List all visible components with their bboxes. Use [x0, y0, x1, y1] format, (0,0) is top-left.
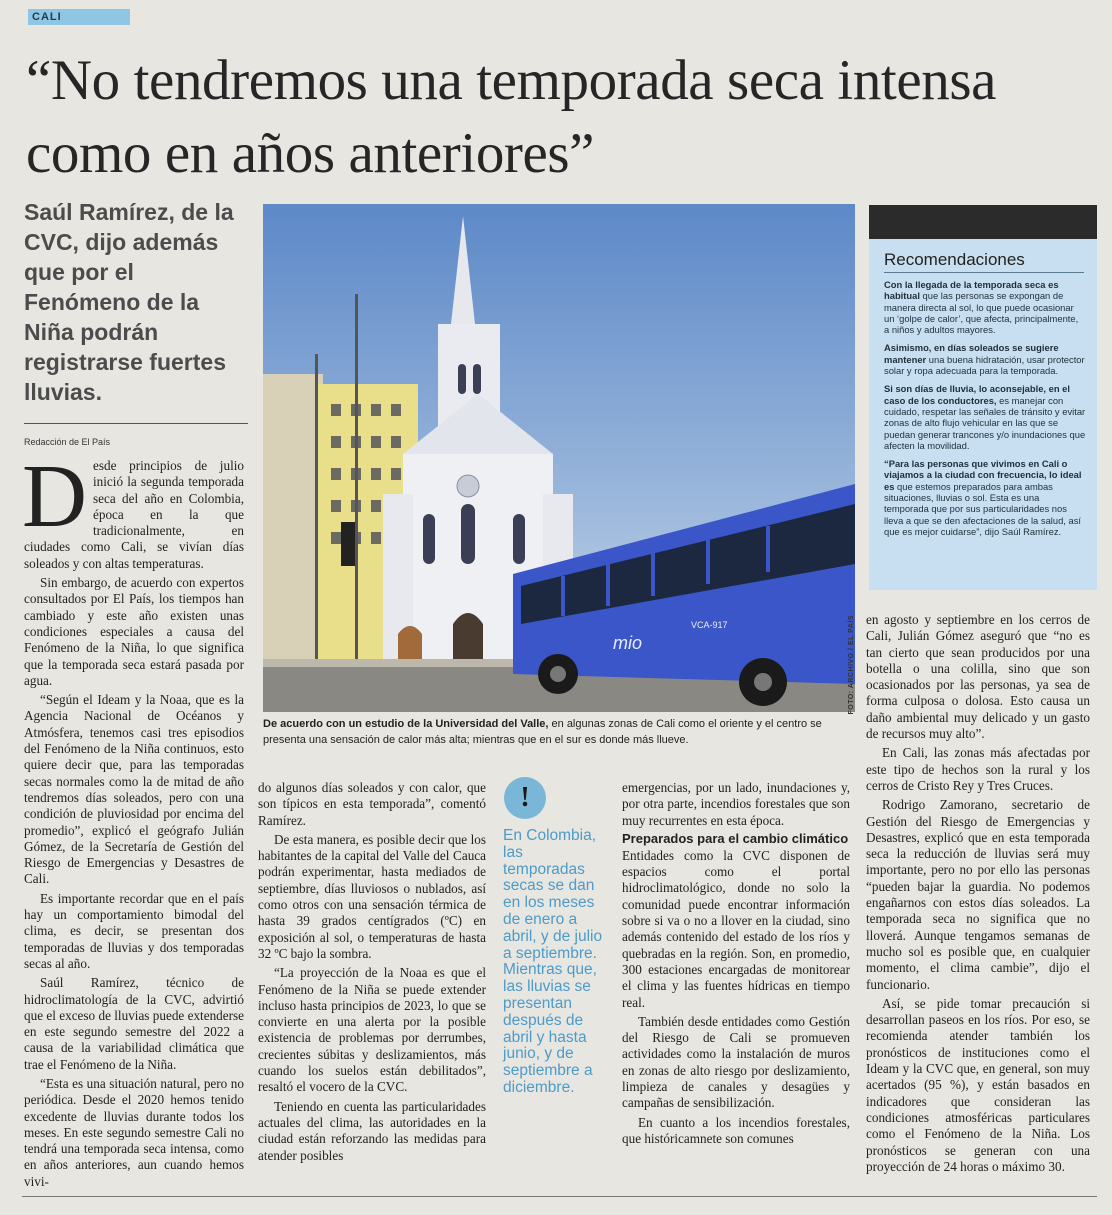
recommendation-item: Si son días de lluvia, lo aconsejable, en el caso de los conductores, es manejar con cuidado, respetar las señales de tránsito y evitar zonas de alto flujo vehicular en las que se puedan generar trancones y/o inundaciones que afecten la movilidad. [884, 383, 1086, 451]
bottom-divider [22, 1196, 1097, 1197]
exclamation-icon: ! [504, 777, 546, 819]
recommendations-divider [884, 272, 1084, 273]
recommendation-item: “Para las personas que vivimos en Cali o viajamos a la ciudad con frecuencia, lo ideal es que estemos preparados para ambas situaciones, lluvias o sol. Esta es una temporada que por sus particularidades nos lleva a que se den afectaciones de la salud, así que es mejor cuidarse”, dijo Saúl Ramírez. [884, 458, 1082, 537]
recommendation-item: Con la llegada de la temporada seca es habitual que las personas se expongan de manera directa al sol, lo que puede ocasionar un ‘golpe de calor’, que afecta, principalmente, a niños y adultos mayores. [884, 279, 1079, 336]
article-column-3 [622, 780, 850, 1147]
paragraph: “Según el Ideam y la Noaa, que es la Agencia Nacional de Océanos y Atmósfera, tenemos casi tres episodios del Fenómeno de la Niña continuos, esto quiere decir que, para las temporadas secas normales como la de mitad de año tendremos días soleados, pero con una condición de pluviosidad por encima del promedio”, explicó el geógrafo Julián Gómez, de la Secretaría de Gestión del Riesgo de Emergencias y Desastres de Cali. [24, 692, 244, 887]
paragraph: En cuanto a los incendios forestales, que históricamnete son comunes [622, 1114, 850, 1146]
drop-cap: D [22, 447, 87, 546]
recommendations-header-bar [869, 205, 1097, 239]
paragraph: Rodrigo Zamorano, secretario de Gestión del Riesgo de Emergencias y Desastres, explicó que en esta temporada seca la reducción de lluvias será muy importante, pero no por ello las personas “pueden bajar la guardia. No podemos engañarnos con estos días soleados. La temporada seca no significa que no lloverá. Aunque tengamos semanas de mucho sol es posible que, en cualquier momento, el clima cambie”, dijo el funcionario. [866, 797, 1090, 992]
paragraph: Entidades como la CVC disponen de espacios como el portal hidroclimatológico, donde no solo la comunidad puede encontrar información sobre si va o no a llover en la ciudad, sino además contenido del estado de los ríos y quebradas en la región. Son, en promedio, 300 estaciones encargadas de monitorear el clima y las fuentes hídricas en tiempo real. [622, 847, 850, 1010]
bus-number: VCA-917 [691, 620, 728, 630]
deck: Saúl Ramírez, de la CVC, dijo además que por el Fenómeno de la Niña podrán registrarse fuertes lluvias. [24, 199, 234, 405]
caption-lead: De acuerdo con un estudio de la Universidad del Valle, [263, 718, 549, 730]
paragraph: Sin embargo, de acuerdo con expertos consultados por El País, los tiempos han cambiado y este año existen unas condiciones especiales a causa del Fenómeno de la Niña, lo que significa que la temporada seca estará pasada por agua. [24, 575, 244, 688]
paragraph: En Cali, las zonas más afectadas por este tipo de hechos son la rural y los cerros de Cristo Rey y Tres Cruces. [866, 745, 1090, 793]
paragraph: esde principios de julio inició la segunda temporada seca del año en Colombia, época en la que tradicionalmente, en ciudades como Cali, se vivían días soleados y con altas temperaturas. [24, 458, 244, 571]
headline: “No tendremos una temporada seca intensa como en años anteriores” [26, 49, 997, 185]
paragraph: Es importante recordar que en el país hay un comportamiento bimodal del clima, es decir, se presentan dos temporadas de lluvias y dos temporadas secas al año. [24, 890, 244, 971]
caption-text: en algunas zonas de Cali como el oriente y el centro se presenta una sensación de calor más alta; mientras que en el sur es donde más llueve. [263, 718, 822, 746]
paragraph: También desde entidades como Gestión del Riesgo de Cali se promueven actividades como la instalación de muros en zonas de alto riesgo por deslizamiento, limpieza de canales y desagües y campañas de sensibilización. [622, 1013, 850, 1111]
byline: Redacción de El País [24, 437, 111, 447]
photo-church-and-bus [263, 204, 855, 712]
paragraph: “La proyección de la Noaa es que el Fenómeno de la Niña se puede extender incluso hasta principios de 2023, lo que se convierte en una alerta por la posible existencia de problemas por derrumbes, crecientes súbitas y deslizamientos, más cuando los suelos están debilitados”, resaltó el vocero de la CVC. [258, 965, 486, 1095]
paragraph: Saúl Ramírez, técnico de hidroclimatología de la CVC, advirtió que el exceso de lluvias puede extenderse en este segundo semestre del 2022 a causa de la variabilidad climática que trae el Fenómeno de la Niña. [24, 975, 244, 1072]
paragraph: emergencias, por un lado, inundaciones y, por otra parte, incendios forestales que son muy recurrentes en esta época. [622, 780, 850, 828]
section-tag: CALI [28, 9, 130, 25]
article-column-4 [866, 612, 1090, 1175]
recommendation-item: Asimismo, en días soleados se sugiere mantener una buena hidratación, usar protector solar y ropa adecuada para la temporada. [884, 342, 1085, 377]
photo-caption [263, 716, 855, 748]
bus-brand: mio [613, 633, 643, 653]
recommendations-list [884, 279, 1086, 544]
paragraph: do algunos días soleados y con calor, que son típicos en esta temporada”, comentó Ramírez. [258, 780, 486, 828]
pull-quote: En Colombia, las temporadas secas se dan en los meses de enero a abril, y de julio a septiembre. Mientras que, las lluvias se presentan después de abril y hasta junio, y de septiembre a diciembre. [503, 827, 603, 1096]
paragraph: Así, se pide tomar precaución si desarrollan paseos en los ríos. Por eso, se recomienda atender también los pronósticos de instituciones como el Ideam y la CVC que, en general, son muy acertados (95 %), y están basados en indicadores que consideran las condiciones atmosféricas particulares como el Fenómeno de la Niña. Los pronósticos se generan con una proyección de 24 horas o máximo 30. [866, 995, 1090, 1174]
deck-divider [24, 423, 248, 424]
photo-credit: FOTO: ARCHIVO / EL PAÍS [848, 615, 855, 715]
paragraph: “Esta es una situación natural, pero no periódica. Desde el 2020 hemos tenido excedente de lluvias durante todos los meses. En este segundo semestre Cali no tendrá una temporada seca intensa, como en años anteriores, aun cuando hemos vivi- [24, 1075, 244, 1189]
subheading: Preparados para el cambio climático [622, 830, 849, 846]
article-column-2 [258, 780, 486, 1164]
photo-illustration [263, 204, 855, 712]
paragraph: De esta manera, es posible decir que los habitantes de la capital del Valle del Cauca podrán experimentar, hasta mediados de septiembre, días lluviosos o nublados, así como otros con una sensación térmica de hasta 39 grados centígrados (ºC) en exposición al sol, o temperaturas de hasta 32 ºC bajo la sombra. [258, 831, 486, 961]
article-column-1 [22, 447, 244, 1190]
recommendations-title: Recomendaciones [884, 250, 1025, 269]
paragraph: en agosto y septiembre en los cerros de Cali, Julián Gómez aseguró que “no es tan cierto que sean producidos por una botella o una colilla, sino que son ocasionados por las personas, ya sea de forma culposa o dolosa. Esto causa un daño ambiental muy delicado y un gasto de recursos muy alto”. [866, 612, 1090, 742]
paragraph: Teniendo en cuenta las particularidades actuales del clima, las autoridades en la ciudad están reforzando las medidas para atender posibles [258, 1098, 486, 1163]
